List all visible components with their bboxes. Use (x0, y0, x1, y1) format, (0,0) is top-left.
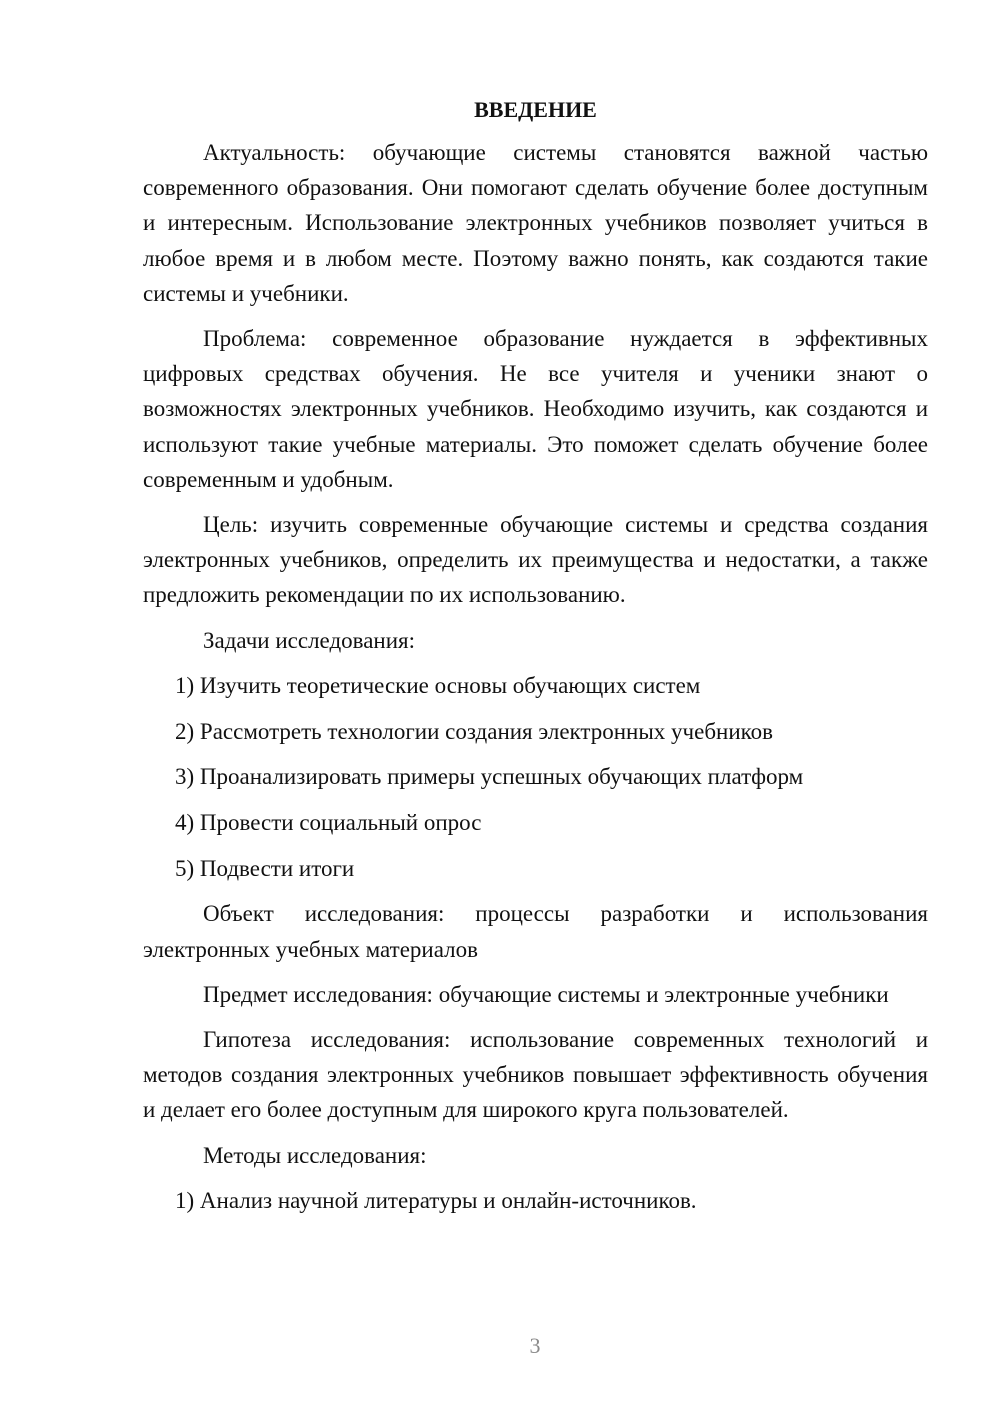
goal-paragraph: Цель: изучить современные обучающие системы и средства создания электронных учебников, определить их преимущества и недостатки, а также предложить рекомендации по их использованию. (143, 512, 928, 608)
list-item: 4) Провести социальный опрос (175, 809, 482, 835)
document-page (143, 93, 928, 1228)
hypothesis-paragraph: Гипотеза исследования: использование современных технологий и методов создания электронных учебников повышает эффективность обучения и делает его более доступным для широкого круга пользователей. (143, 1026, 928, 1123)
methods-list (143, 1183, 928, 1218)
list-item: 1) Изучить теоретические основы обучающих систем (175, 672, 701, 698)
list-item: 5) Подвести итоги (175, 855, 355, 881)
page-title: ВВЕДЕНИЕ (474, 97, 597, 122)
relevance-paragraph: Актуальность: обучающие системы становятся важной частью современного образования. Они помогают сделать обучение более доступным и интересным. Использование электронных учебников позволяет учиться в любое время и в любом месте. Поэтому важно понять, как создаются такие системы и учебники. (143, 140, 928, 306)
list-item: 2) Рассмотреть технологии создания электронных учебников (175, 718, 774, 744)
problem-paragraph: Проблема: современное образование нуждается в эффективных цифровых средствах обучения. Не все учителя и ученики знают о возможностях электронных учебников. Необходимо изучить, как создаются и используют такие учебные материалы. Это поможет сделать обучение более современным и удобным. (143, 326, 928, 492)
subject-paragraph: Предмет исследования: обучающие системы и электронные учебники (203, 981, 889, 1007)
list-item: 1) Анализ научной литературы и онлайн-источников. (175, 1187, 697, 1213)
list-item: 3) Проанализировать примеры успешных обучающих платформ (175, 764, 804, 790)
object-paragraph: Объект исследования: процессы разработки и использования электронных учебных материалов (143, 901, 928, 962)
methods-label: Методы исследования: (203, 1142, 427, 1168)
tasks-list (143, 668, 928, 886)
page-number: 3 (529, 1333, 541, 1358)
tasks-label: Задачи исследования: (203, 627, 416, 653)
